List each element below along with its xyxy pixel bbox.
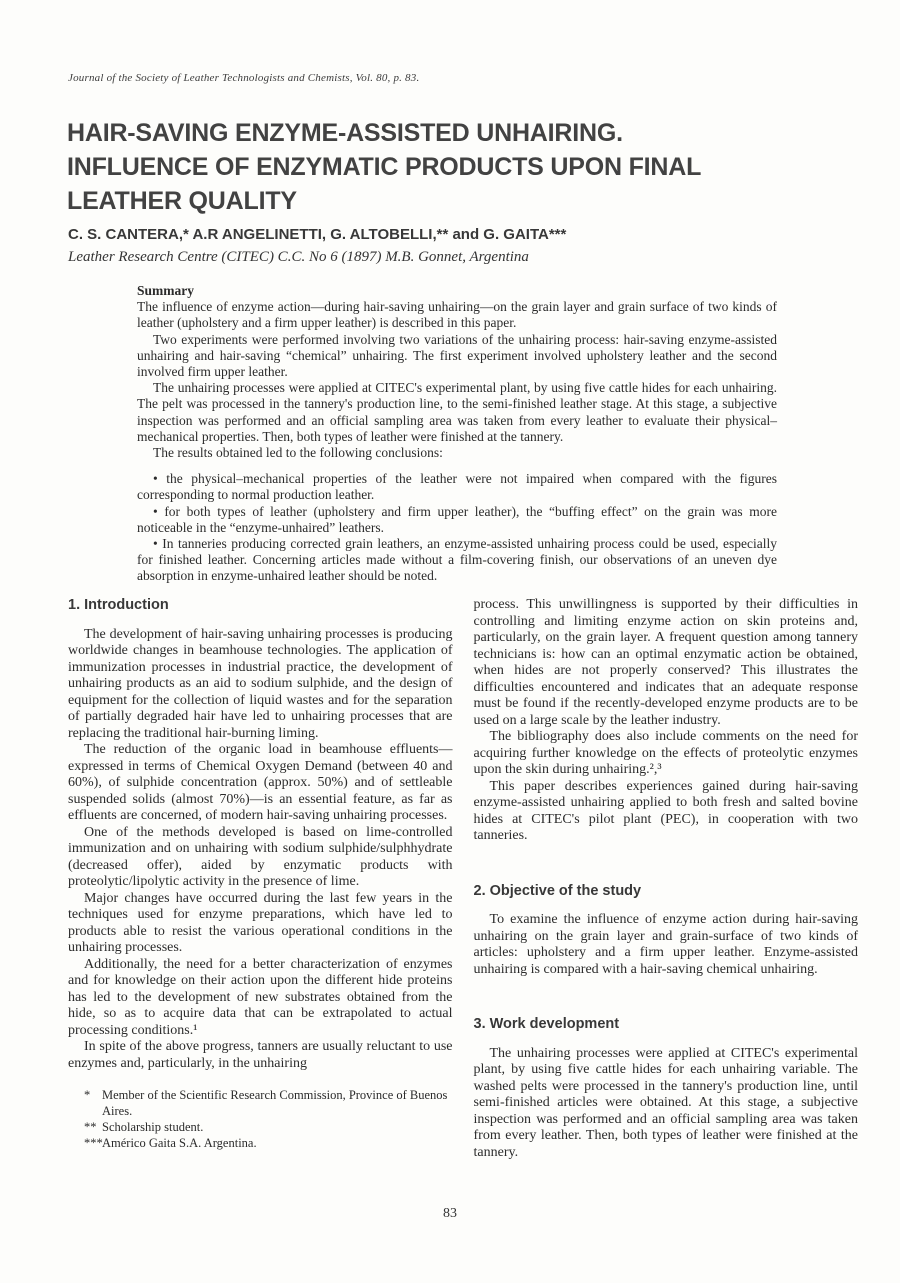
- body-paragraph: In spite of the above progress, tanners are usually reluctant to use enzymes and, particularly, in the unhairing: [68, 1039, 453, 1071]
- section-heading-objective: 2. Objective of the study: [473, 882, 642, 899]
- right-column: [474, 597, 859, 1161]
- body-paragraph: process. This unwillingness is supported by their difficulties in controlling and limiting enzyme action on skin proteins and, particularly, on the grain layer. A frequent question among tannery technicians is: how can an optimal enzymatic action be obtained, when hides are not properly conserved? This illustrates the difficulties encountered and indicates that an adequate response must be found if the recently-developed enzyme products are to be used on a large scale by the leather industry.: [473, 597, 858, 728]
- footnote-text: Member of the Scientific Research Commission, Province of Buenos Aires.: [102, 1088, 448, 1118]
- summary-paragraph: The influence of enzyme action—during hair-saving unhairing—on the grain layer and grain surface of two kinds of leather (upholstery and a firm upper leather) is described in this paper.: [137, 299, 777, 331]
- body-paragraph: To examine the influence of enzyme action during hair-saving unhairing on the grain layer and grain-surface of two kinds of articles: upholstery and a firm upper leather. Enzyme-assisted unhairing is compared with a hair-saving chemical unhairing.: [473, 912, 858, 977]
- summary-heading: Summary: [137, 283, 194, 298]
- footnote: [68, 1135, 453, 1151]
- body-paragraph: One of the methods developed is based on lime-controlled immunization and on unhairing with sodium sulphide/sulphhydrate (decreased offer), aided by enzymatic products with proteolytic/lipolytic activity in the presence of lime.: [68, 824, 453, 889]
- page-title-line-2: INFLUENCE OF ENZYMATIC PRODUCTS UPON FINAL: [67, 153, 702, 181]
- summary-bullet: • the physical–mechanical properties of the leather were not impaired when compared with the figures corresponding to normal production leather.: [137, 471, 777, 503]
- body-paragraph: Additionally, the need for a better characterization of enzymes and for knowledge on their action upon the different hide proteins has led to the development of new substrates obtained from the hide, so as to acquire data that can be extrapolated to actual processing conditions.¹: [68, 956, 453, 1038]
- authors-line: C. S. CANTERA,* A.R ANGELINETTI, G. ALTOBELLI,** and G. GAITA***: [68, 226, 567, 243]
- page-title: [67, 116, 807, 218]
- footnote-text: Scholarship student.: [102, 1120, 204, 1134]
- body-paragraph: Major changes have occurred during the last few years in the techniques used for enzyme preparations, which have led to products able to resist the various operational conditions in the unhairing processes.: [68, 890, 453, 955]
- summary-bullet: • In tanneries producing corrected grain leathers, an enzyme-assisted unhairing process could be used, especially for finished leather. Concerning articles made without a film-covering finish, our observations of an uneven dye absorption in enzyme-unhaired leather should be noted.: [137, 536, 777, 584]
- body-paragraph: This paper describes experiences gained during hair-saving enzyme-assisted unhairing applied to both fresh and salted bovine hides at CITEC's pilot plant (PEC), in cooperation with two tanneries.: [473, 778, 858, 843]
- footnote-marker: ***: [84, 1136, 103, 1150]
- summary-paragraph: The unhairing processes were applied at CITEC's experimental plant, by using five cattle hides for each unhairing. The pelt was processed in the tannery's production line, to the semi-finished leather stage. At this stage, a subjective inspection was performed and an official sampling area was taken from every leather to evaluate their physical–mechanical properties. Then, both types of leather were finished at the tannery.: [137, 380, 777, 444]
- page-title-line-1: HAIR-SAVING ENZYME-ASSISTED UNHAIRING.: [67, 119, 623, 147]
- footnote-marker: **: [84, 1120, 97, 1134]
- left-column: [68, 597, 453, 1161]
- body-paragraph: The reduction of the organic load in beamhouse effluents—expressed in terms of Chemical Oxygen Demand (between 40 and 60%), of sulphide concentration (approx. 50%) and of settleable suspended solids (almost 70%)—is an essential feature, as far as effluents are concerned, of modern hair-saving unhairing processes.: [68, 742, 453, 823]
- body-paragraph: The bibliography does also include comments on the need for acquiring further knowledge on the effects of proteolytic enzymes upon the skin during unhairing.²,³: [473, 729, 858, 777]
- page-title-line-3: LEATHER QUALITY: [67, 187, 297, 215]
- footnote-text: Américo Gaita S.A. Argentina.: [102, 1136, 257, 1150]
- summary-paragraph: Two experiments were performed involving two variations of the unhairing process: hair-saving enzyme-assisted unhairing and hair-saving “chemical” unhairing. The first experiment involved upholstery leather and the second involved firm upper leather.: [137, 331, 777, 380]
- body-paragraph: The unhairing processes were applied at CITEC's experimental plant, by using five cattle hides for each unhairing variable. The washed pelts were processed in the tannery's production line, until semi-finished articles were obtained. At this stage, a subjective inspection was performed and an official sampling area was taken from every leather. Then, both types of leather were finished at the tannery.: [473, 1045, 858, 1160]
- footnote: [68, 1087, 453, 1119]
- summary-paragraph: The results obtained led to the following conclusions:: [153, 445, 443, 461]
- journal-header: Journal of the Society of Leather Technologists and Chemists, Vol. 80, p. 83.: [68, 72, 420, 84]
- footnote-marker: *: [84, 1088, 91, 1102]
- footnote: [68, 1119, 453, 1135]
- summary-bullet: • for both types of leather (upholstery and firm upper leather), the “buffing effect” on the grain was more noticeable in the “enzyme-unhaired” leathers.: [137, 503, 777, 535]
- section-heading-work-development: 3. Work development: [473, 1016, 620, 1032]
- body-paragraph: The development of hair-saving unhairing processes is producing worldwide changes in beamhouse technologies. The application of immunization processes in industrial practice, the development of unhairing products as an aid to sodium sulphide, and the design of equipment for the collection of liquid wastes and for the separation of partially degraded hair have led to unhairing processes that are replacing the traditional hair-burning liming.: [68, 626, 453, 741]
- summary-block: [137, 283, 777, 585]
- affiliation-line: Leather Research Centre (CITEC) C.C. No 6 (1897) M.B. Gonnet, Argentina: [68, 249, 529, 265]
- body-columns: [68, 597, 858, 1161]
- footnotes-block: [68, 1087, 453, 1151]
- section-heading-introduction: 1. Introduction: [68, 597, 169, 613]
- page-number: 83: [443, 1206, 457, 1221]
